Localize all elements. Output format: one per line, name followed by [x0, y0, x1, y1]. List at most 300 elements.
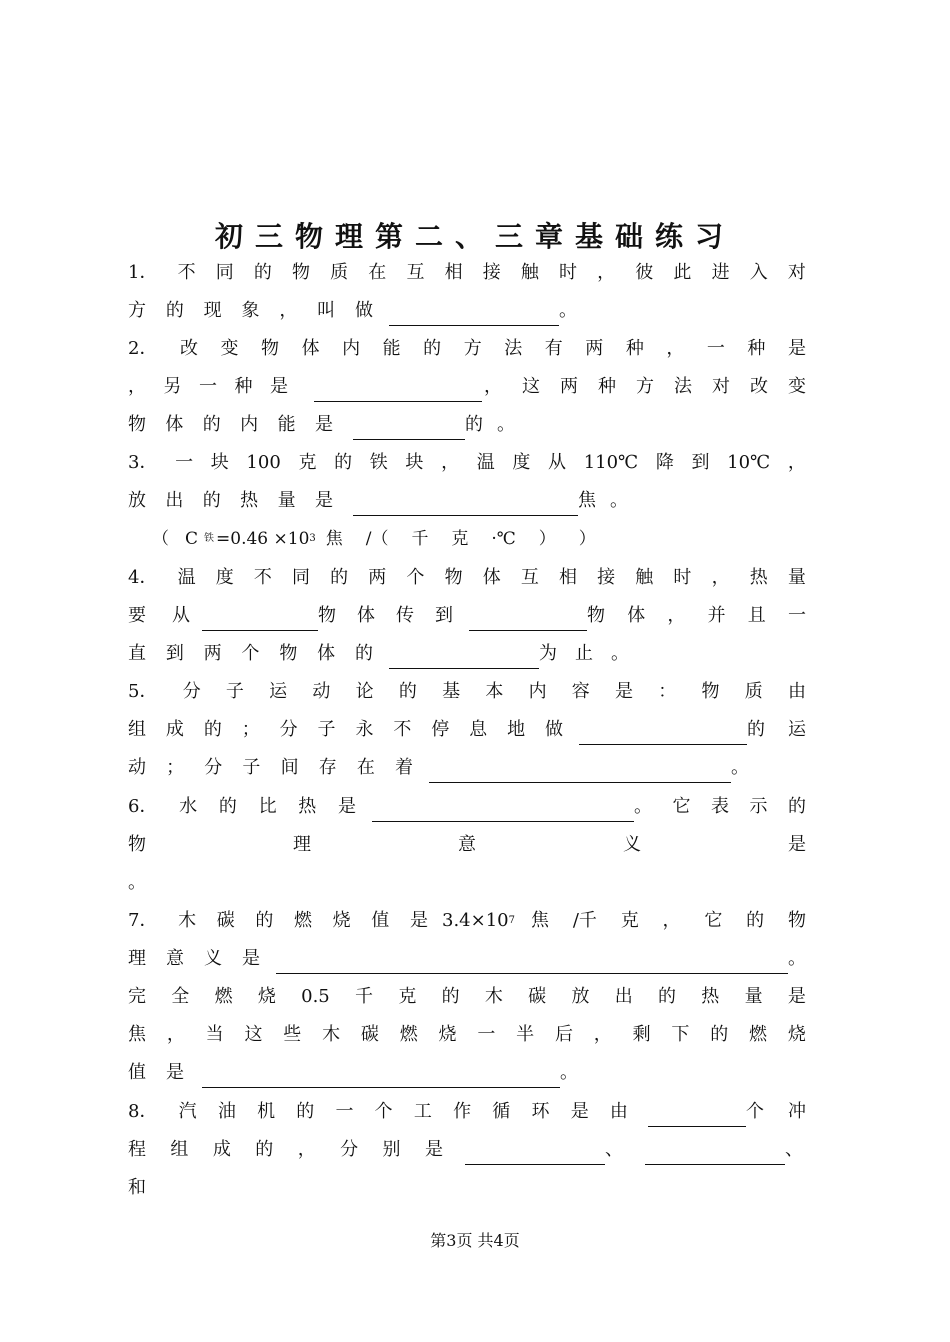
text-segment: 后: [554, 1024, 573, 1045]
answer-blank-q8a[interactable]: [648, 1104, 746, 1127]
answer-blank-q4b[interactable]: [469, 608, 587, 631]
text-segment: ·℃: [491, 529, 516, 549]
text-segment: 子: [242, 757, 261, 778]
text-segment: 是: [570, 1101, 589, 1122]
text-segment: 千: [411, 529, 429, 549]
text-segment: ，: [484, 376, 502, 397]
text-segment: 同: [292, 567, 311, 588]
text-segment: 1．: [128, 262, 158, 283]
text-segment: 接: [597, 567, 616, 588]
q3-line2: [128, 486, 806, 516]
q8-line3: 和: [128, 1177, 146, 1198]
text-segment: 物: [292, 262, 311, 283]
text-segment: 动: [312, 681, 331, 702]
text-segment: 是: [787, 986, 806, 1007]
text-segment: 是: [314, 490, 333, 511]
text-segment: 同: [215, 262, 234, 283]
text-segment: 是: [409, 910, 428, 931]
text-segment: 的: [218, 796, 237, 817]
text-segment: 组: [170, 1139, 189, 1160]
text-segment: 环: [531, 1101, 550, 1122]
text-segment: 个: [406, 567, 425, 588]
answer-blank-q4c[interactable]: [389, 646, 539, 669]
answer-blank-q3[interactable]: [353, 493, 578, 516]
text-segment: ，: [787, 452, 806, 473]
text-segment: 一: [706, 338, 725, 359]
text-segment: ）: [578, 529, 596, 549]
text-segment: 下: [671, 1024, 690, 1045]
text-segment: 做: [354, 300, 373, 321]
text-segment: 时: [673, 567, 692, 588]
text-segment: 义: [623, 834, 641, 855]
text-segment: 示: [749, 796, 768, 817]
text-segment: 相: [559, 567, 577, 588]
answer-blank-q1[interactable]: [389, 303, 559, 326]
text-segment: 的: [334, 452, 353, 473]
text-segment: 分: [182, 681, 201, 702]
text-segment: ，: [711, 567, 730, 588]
text-segment: 是: [788, 834, 806, 855]
text-segment: 热: [240, 490, 259, 511]
text-segment: 且: [747, 605, 766, 626]
text-segment: 为: [539, 643, 557, 664]
text-segment: 碳: [528, 986, 547, 1007]
answer-blank-q5b[interactable]: [429, 760, 731, 783]
text-segment: 别: [382, 1139, 401, 1160]
text-segment: 此: [673, 262, 692, 283]
q5-line2: [128, 715, 806, 745]
text-segment: 子: [225, 681, 244, 702]
text-segment: ，: [666, 338, 685, 359]
text-segment: 的: [165, 300, 184, 321]
text-segment: 是: [337, 796, 356, 817]
text-segment: 出: [165, 490, 184, 511]
text-segment: ；: [241, 719, 260, 740]
text-segment: 论: [355, 681, 374, 702]
text-segment: 物: [787, 910, 806, 931]
text-segment: 方: [128, 300, 146, 321]
text-segment: 体: [627, 605, 646, 626]
text-segment: 放: [571, 986, 590, 1007]
q4-line2: [128, 601, 806, 631]
text-segment: 。: [610, 490, 628, 511]
text-segment: 的: [788, 796, 806, 817]
page-footer: 第3页 共4页: [430, 1231, 520, 1250]
text-segment: 触: [635, 567, 654, 588]
text-segment: 克: [451, 529, 469, 549]
text-segment: 变: [788, 376, 806, 397]
text-segment: 克: [620, 910, 639, 931]
text-segment: 物: [128, 414, 146, 435]
text-segment: 一: [335, 1101, 354, 1122]
text-segment: 不: [253, 567, 272, 588]
text-segment: 个: [746, 1101, 764, 1122]
answer-blank-q4a[interactable]: [202, 608, 318, 631]
q3-line1: [128, 448, 806, 478]
text-segment: 要: [128, 605, 146, 626]
text-segment: 义: [204, 948, 222, 969]
answer-blank-q5a[interactable]: [579, 722, 747, 745]
q2-line3: [128, 410, 806, 440]
text-segment: 运: [269, 681, 288, 702]
text-segment: 物: [444, 567, 463, 588]
text-segment: 焦: [325, 529, 343, 549]
text-segment: 质: [330, 262, 349, 283]
text-segment: 的: [203, 719, 222, 740]
text-segment: ，: [662, 910, 681, 931]
text-segment: ，: [593, 1024, 612, 1045]
text-segment: 碳: [360, 1024, 379, 1045]
text-segment: 度: [512, 452, 531, 473]
text-segment: 的: [330, 567, 349, 588]
q7-line5: 值 是 。: [128, 1058, 806, 1088]
q7-line3: [128, 982, 806, 1012]
text-segment: 本: [485, 681, 504, 702]
text-segment: 停: [431, 719, 450, 740]
text-segment: 意: [458, 834, 476, 855]
text-segment: 块: [210, 452, 229, 473]
text-segment: 接: [482, 262, 501, 283]
text-segment: 10℃: [727, 452, 771, 473]
text-segment: ；: [166, 757, 185, 778]
text-segment: 基: [442, 681, 461, 702]
text-segment: 物: [318, 605, 336, 626]
text-segment: 烧: [257, 986, 276, 1007]
text-segment: 0.5: [301, 986, 330, 1007]
text-segment: 种: [234, 376, 253, 397]
page-title: 初三物理第二、三章基础练习: [214, 220, 735, 253]
text-segment: 作: [453, 1101, 472, 1122]
text-segment: 当: [205, 1024, 224, 1045]
text-segment: 时: [559, 262, 577, 283]
text-segment: 理: [293, 834, 311, 855]
text-segment: 组: [128, 719, 146, 740]
text-segment: 2．: [128, 338, 158, 359]
text-segment: 是: [787, 338, 806, 359]
text-segment: 。: [634, 796, 652, 817]
text-segment: 物: [701, 681, 720, 702]
text-segment: ，: [128, 376, 146, 397]
text-segment: 的: [202, 414, 221, 435]
text-segment: 种: [625, 338, 644, 359]
text-segment: 木: [322, 1024, 341, 1045]
q5-line3: 动 ； 分 子 间 存 在 着 。: [128, 753, 806, 783]
text-segment: 4．: [128, 567, 158, 588]
text-segment: 一: [787, 605, 806, 626]
text-segment: 烧: [438, 1024, 457, 1045]
text-segment: 由: [787, 681, 806, 702]
text-segment: 的: [202, 490, 221, 511]
text-segment: 的: [658, 986, 677, 1007]
text-segment: 半: [516, 1024, 535, 1045]
text-segment: 。: [611, 643, 629, 664]
text-segment: 的: [441, 986, 460, 1007]
text-segment: 个: [241, 643, 260, 664]
text-segment: 块: [405, 452, 424, 473]
text-segment: 千: [355, 986, 374, 1007]
text-segment: 这: [522, 376, 540, 397]
text-segment: 方: [636, 376, 654, 397]
text-segment: 降: [655, 452, 674, 473]
q5-line1: [128, 677, 806, 707]
text-segment: 是: [270, 376, 288, 397]
text-segment: 克: [398, 986, 417, 1007]
text-segment: ，: [166, 1024, 185, 1045]
answer-blank-q7a[interactable]: [276, 951, 788, 974]
text-segment: 工: [413, 1101, 432, 1122]
q8-line2: 程 组 成 的 ， 分 别 是 、 、: [128, 1135, 806, 1165]
text-segment: ，: [279, 300, 298, 321]
text-segment: 体: [357, 605, 375, 626]
text-segment: 3．: [128, 452, 158, 473]
text-segment: 两: [585, 338, 604, 359]
text-segment: 值: [371, 910, 390, 931]
text-segment: ，: [441, 452, 460, 473]
text-segment: 些: [283, 1024, 302, 1045]
text-segment: 是: [314, 414, 333, 435]
text-segment: 互: [406, 262, 425, 283]
text-segment: 动: [128, 757, 146, 778]
text-segment: 做: [544, 719, 563, 740]
text-segment: 热: [298, 796, 317, 817]
text-segment: 全: [171, 986, 190, 1007]
text-segment: 烧: [332, 910, 351, 931]
text-segment: 放: [128, 490, 146, 511]
text-segment: 由: [609, 1101, 628, 1122]
text-segment: 物: [587, 605, 605, 626]
q2-line2: [128, 372, 806, 402]
text-segment: 是: [424, 1139, 443, 1160]
text-segment: 焦: [531, 910, 549, 931]
text-segment: 克: [298, 452, 317, 473]
text-segment: 容: [571, 681, 590, 702]
text-segment: 热: [701, 986, 720, 1007]
text-segment: 变: [220, 338, 239, 359]
answer-blank-q2b[interactable]: [353, 417, 465, 440]
text-segment: 体: [317, 643, 336, 664]
text-segment: 内: [528, 681, 547, 702]
text-segment: 水: [179, 796, 198, 817]
text-segment: 的: [465, 414, 483, 435]
text-segment: 在: [356, 757, 375, 778]
text-segment: 彼: [635, 262, 654, 283]
text-segment: 到: [435, 605, 453, 626]
q8-line1: [128, 1097, 806, 1127]
text-segment: 两: [203, 643, 222, 664]
text-segment: 110℃: [583, 452, 639, 473]
text-segment: 互: [520, 567, 539, 588]
text-segment: 循: [492, 1101, 511, 1122]
text-segment: ，: [667, 605, 686, 626]
text-segment: 的: [296, 1101, 315, 1122]
text-segment: ）: [538, 529, 556, 549]
text-segment: /千: [572, 910, 597, 931]
text-segment: 是: [242, 948, 260, 969]
text-segment: 7．: [128, 910, 158, 931]
text-segment: 油: [217, 1101, 236, 1122]
text-segment: 对: [712, 376, 730, 397]
text-segment: 汽: [178, 1101, 197, 1122]
text-segment: 相: [444, 262, 463, 283]
text-segment: 分: [204, 757, 223, 778]
text-segment: 完: [128, 986, 146, 1007]
text-segment: /（: [365, 529, 389, 549]
text-segment: 铁: [369, 452, 388, 473]
text-segment: 木: [178, 910, 197, 931]
text-segment: 能: [277, 414, 296, 435]
text-segment: 一: [477, 1024, 496, 1045]
text-segment: ，: [597, 262, 616, 283]
text-segment: 的: [255, 1139, 274, 1160]
text-segment: 物: [261, 338, 280, 359]
text-segment: 分: [340, 1139, 359, 1160]
text-segment: 间: [280, 757, 299, 778]
text-segment: 量: [277, 490, 296, 511]
text-segment: 现: [203, 300, 222, 321]
text-segment: 对: [787, 262, 806, 283]
text-segment: 燃: [294, 910, 313, 931]
text-segment: 的: [710, 1024, 729, 1045]
q7-line1: 7． 木 碳 的 燃 烧 值 是 3.4×10 7 焦 /千 克 ， 它 的 物: [128, 906, 806, 936]
text-segment: 直: [128, 643, 146, 664]
text-segment: 从: [172, 605, 190, 626]
text-segment: 它: [672, 796, 691, 817]
text-segment: 进: [711, 262, 730, 283]
answer-blank-q8b[interactable]: [465, 1142, 605, 1165]
text-segment: 焦: [128, 1024, 146, 1045]
text-segment: 象: [241, 300, 260, 321]
text-segment: 方: [463, 338, 482, 359]
text-segment: 不: [393, 719, 412, 740]
q4-line1: [128, 563, 806, 593]
text-segment: 分: [279, 719, 298, 740]
text-segment: 燃: [214, 986, 233, 1007]
q7-line2: 理 意 义 是 。: [128, 944, 806, 974]
text-segment: 存: [318, 757, 337, 778]
text-segment: 息: [469, 719, 488, 740]
text-segment: 理: [128, 948, 146, 969]
text-segment: 的: [423, 338, 442, 359]
text-segment: 两: [368, 567, 387, 588]
text-segment: 程: [128, 1139, 146, 1160]
text-segment: 的: [398, 681, 417, 702]
text-segment: 一: [199, 376, 217, 397]
text-segment: 法: [674, 376, 692, 397]
q6-line1: [128, 792, 806, 822]
text-segment: 是: [166, 1062, 184, 1083]
text-segment: 碳: [216, 910, 235, 931]
text-segment: 100: [246, 452, 281, 473]
text-segment: 传: [396, 605, 414, 626]
text-segment: 改: [179, 338, 198, 359]
text-segment: 剩: [632, 1024, 651, 1045]
answer-blank-q7b[interactable]: [202, 1065, 560, 1088]
text-segment: 物: [279, 643, 298, 664]
text-segment: 入: [749, 262, 768, 283]
text-segment: 子: [317, 719, 336, 740]
q6-line3: 。: [128, 872, 146, 893]
text-segment: 种: [598, 376, 616, 397]
answer-blank-q8c[interactable]: [645, 1142, 785, 1165]
text-segment: 量: [744, 986, 763, 1007]
text-segment: 改: [750, 376, 768, 397]
text-segment: 热: [749, 567, 768, 588]
text-segment: 燃: [399, 1024, 418, 1045]
answer-blank-q6[interactable]: [372, 799, 634, 822]
text-segment: 出: [614, 986, 633, 1007]
text-segment: 意: [166, 948, 184, 969]
text-segment: 止: [575, 643, 593, 664]
text-segment: 焦: [578, 490, 596, 511]
text-segment: 量: [787, 567, 806, 588]
text-segment: 体: [301, 338, 320, 359]
text-segment: 内: [342, 338, 361, 359]
text-segment: 到: [691, 452, 710, 473]
text-segment: ，: [297, 1139, 316, 1160]
text-segment: 机: [257, 1101, 276, 1122]
text-segment: 的: [354, 643, 373, 664]
text-segment: 两: [560, 376, 578, 397]
text-segment: 的: [253, 262, 272, 283]
text-segment: 内: [240, 414, 259, 435]
text-segment: 5．: [128, 681, 158, 702]
text-segment: 地: [507, 719, 526, 740]
text-segment: 体: [165, 414, 184, 435]
text-segment: 能: [382, 338, 401, 359]
text-segment: 木: [484, 986, 503, 1007]
text-segment: 燃: [749, 1024, 767, 1045]
text-segment: 表: [711, 796, 729, 817]
q1-line1: [128, 258, 806, 288]
text-segment: 。: [497, 414, 515, 435]
q4-line3: [128, 639, 806, 669]
q7-line4: [128, 1020, 806, 1050]
q3-note: （ C 铁 =0.46 ×10 3 焦 /（ 千 克 ·℃ ） ）: [152, 524, 612, 554]
text-segment: 种: [747, 338, 766, 359]
text-segment: 这: [244, 1024, 263, 1045]
text-segment: 叫: [317, 300, 336, 321]
text-segment: 值: [128, 1062, 146, 1083]
text-segment: 6．: [128, 796, 158, 817]
text-segment: 度: [215, 567, 234, 588]
text-segment: 从: [548, 452, 567, 473]
text-segment: 温: [476, 452, 495, 473]
answer-blank-q2a[interactable]: [314, 379, 482, 402]
text-segment: 一: [175, 452, 194, 473]
q6-line2: [128, 830, 806, 860]
text-segment: 的: [255, 910, 274, 931]
text-segment: 触: [520, 262, 539, 283]
text-segment: 质: [744, 681, 763, 702]
text-segment: 它: [704, 910, 723, 931]
text-segment: 永: [355, 719, 374, 740]
text-segment: 8．: [128, 1101, 158, 1122]
text-segment: 运: [788, 719, 806, 740]
text-segment: 着: [394, 757, 413, 778]
text-segment: 冲: [788, 1101, 806, 1122]
text-segment: 在: [368, 262, 387, 283]
text-segment: 温: [177, 567, 196, 588]
text-segment: 到: [165, 643, 184, 664]
text-segment: 不: [177, 262, 196, 283]
text-segment: 有: [544, 338, 563, 359]
text-segment: 另: [163, 376, 182, 397]
text-segment: 的: [747, 719, 765, 740]
q2-line1: [128, 334, 806, 364]
text-segment: 并: [707, 605, 726, 626]
text-segment: 法: [504, 338, 523, 359]
text-segment: 的: [746, 910, 765, 931]
